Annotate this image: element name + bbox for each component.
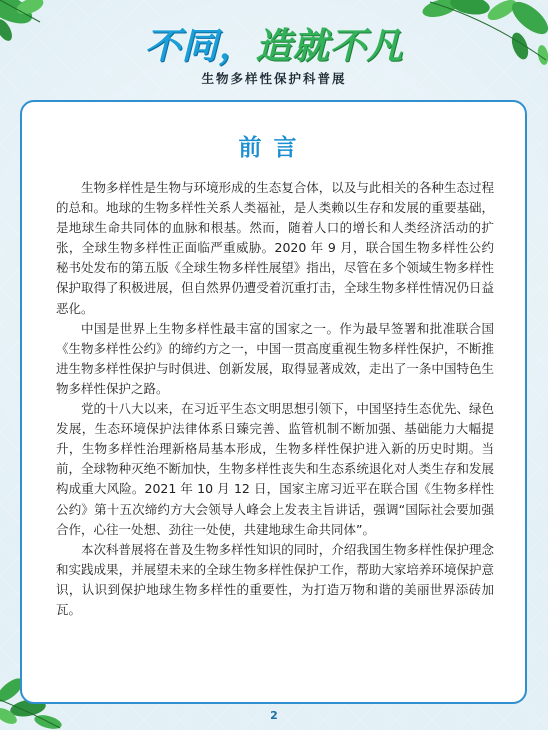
paragraph: 中国是世界上生物多样性最丰富的国家之一。作为最早签署和批准联合国《生物多样性公约》的缔约方之一，中国一贯高度重视生物多样性保护，不断推进生物多样性保护与时俱进、创新发展，取得显著成效，走出了一条中国特色生物多样性保护之路。: [56, 320, 494, 396]
content-panel: [20, 100, 527, 704]
section-heading: 前言: [238, 135, 309, 161]
slogan-part-green: 造就不凡: [255, 26, 404, 67]
slogan-part-blue: 不同，: [144, 26, 256, 67]
exhibition-subtitle: 生物多样性保护科普展: [201, 71, 347, 86]
body-text: [56, 178, 494, 620]
slogan-title: [0, 18, 548, 69]
page-number: 2: [270, 709, 278, 722]
paragraph: 本次科普展将在普及生物多样性知识的同时，介绍我国生物多样性保护理念和实践成果，并展望未来的全球生物多样性保护工作，帮助大家培养环境保护意识，认识到保护地球生物多样性的重要性，为打造万物和谐的美丽世界添砖加瓦。: [56, 541, 494, 617]
paragraph: 生物多样性是生物与环境形成的生态复合体，以及与此相关的各种生态过程的总和。地球的生物多样性关系人类福祉，是人类赖以生存和发展的重要基础，是地球生命共同体的血脉和根基。然而，随着人口的增长和人类经济活动的扩张，全球生物多样性正面临严重威胁。2020 年 9 月，联合国生物多样性公约秘书处发布的第五版《全球生物多样性展望》指出，尽管在多个领域生物多样性保护取得了积极进展，但自然界仍遭受着沉重打击，全球生物多样性情况仍日益恶化。: [56, 180, 494, 316]
paragraph: 党的十八大以来，在习近平生态文明思想引领下，中国坚持生态优先、绿色发展，生态环境保护法律体系日臻完善、监管机制不断加强、基础能力大幅提升，生物多样性治理新格局基本形成，生物多样性保护进入新的历史时期。当前，全球物种灭绝不断加快，生物多样性丧失和生态系统退化对人类生存和发展构成重大风险。2021 年 10 月 12 日，国家主席习近平在联合国《生物多样性公约》第十五次缔约方大会领导人峰会上发表主旨讲话，强调“国际社会要加强合作，心往一处想、劲往一处使，共建地球生命共同体”。: [56, 401, 494, 537]
